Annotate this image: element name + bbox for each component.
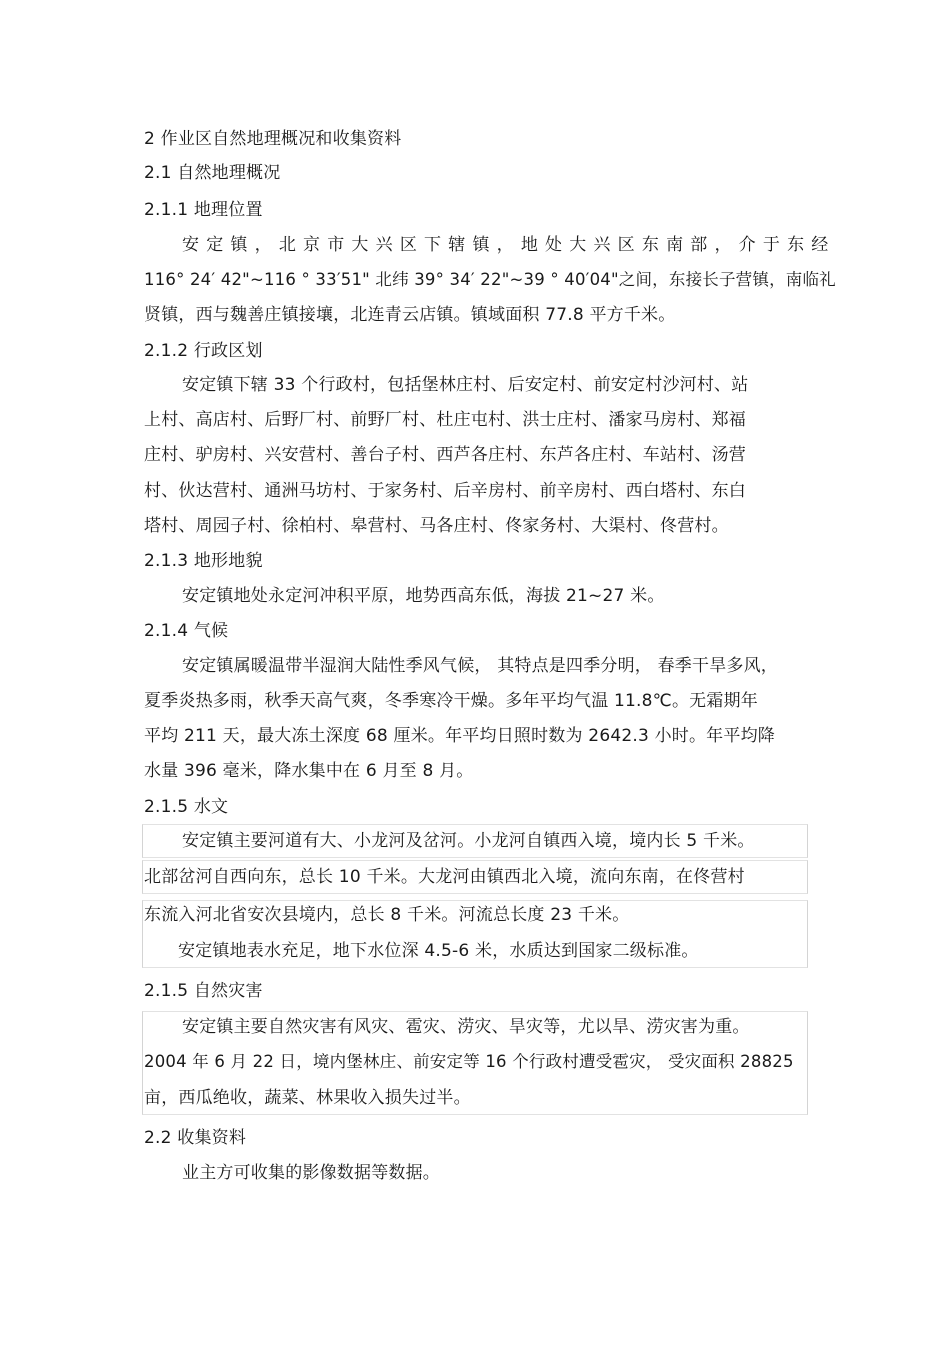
section-2-1-2-heading: 2.1.2 行政区划: [144, 341, 263, 361]
paragraph-line: 安 定 镇 ， 北 京 市 大 兴 区 下 辖 镇 ， 地 处 大 兴 区 东 南 部 ， 介 于 东 经: [182, 235, 830, 255]
section-2-1-1-heading: 2.1.1 地理位置: [144, 200, 263, 220]
section-2-1-heading: 2.1 自然地理概况: [144, 163, 281, 183]
section-2-1-5-hydrology-heading: 2.1.5 水文: [144, 797, 229, 817]
paragraph-line: 平均 211 天，最大冻土深度 68 厘米。年平均日照时数为 2642.3 小时。年平均降: [144, 726, 775, 746]
paragraph-line: 安定镇地表水充足，地下水位深 4.5-6 米，水质达到国家二级标准。: [178, 941, 699, 961]
paragraph-line: 塔村、周园子村、徐柏村、皋营村、马各庄村、佟家务村、大渠村、佟营村。: [144, 516, 729, 536]
paragraph-line: 夏季炎热多雨，秋季天高气爽，冬季寒冷干燥。多年平均气温 11.8℃。无霜期年: [144, 691, 758, 711]
paragraph-line: 村、伙达营村、通洲马坊村、于家务村、后辛房村、前辛房村、西白塔村、东白: [144, 481, 746, 501]
paragraph-line: 安定镇属暖温带半湿润大陆性季风气候， 其特点是四季分明， 春季干旱多风，: [182, 656, 779, 676]
paragraph-line: 水量 396 毫米，降水集中在 6 月至 8 月。: [144, 761, 474, 781]
paragraph-line: 北部岔河自西向东，总长 10 千米。大龙河由镇西北入境，流向东南，在佟营村: [144, 867, 745, 887]
section-2-1-4-heading: 2.1.4 气候: [144, 621, 229, 641]
paragraph-line: 业主方可收集的影像数据等数据。: [182, 1163, 440, 1183]
paragraph-line: 116° 24′ 42"~116 ° 33′51" 北纬 39° 34′ 22"~39 ° 40′04"之间，东接长子营镇，南临礼: [144, 270, 836, 289]
paragraph-line: 上村、高店村、后野厂村、前野厂村、杜庄屯村、洪士庄村、潘家马房村、郑福: [144, 410, 746, 430]
paragraph-line: 安定镇下辖 33 个行政村，包括堡林庄村、后安定村、前安定村沙河村、站: [182, 375, 749, 395]
section-2-2-heading: 2.2 收集资料: [144, 1128, 247, 1148]
paragraph-line: 2004 年 6 月 22 日，境内堡林庄、前安定等 16 个行政村遭受雹灾， 受灾面积 28825: [144, 1052, 794, 1071]
paragraph-line: 安定镇地处永定河冲积平原，地势西高东低，海拔 21~27 米。: [182, 586, 665, 606]
paragraph-line: 庄村、驴房村、兴安营村、善台子村、西芦各庄村、东芦各庄村、车站村、汤营: [144, 445, 746, 465]
paragraph-line: 贤镇，西与魏善庄镇接壤，北连青云店镇。镇域面积 77.8 平方千米。: [144, 305, 676, 325]
paragraph-line: 亩，西瓜绝收，蔬菜、林果收入损失过半。: [144, 1088, 471, 1108]
document-title: 2 作业区自然地理概况和收集资料: [144, 129, 402, 149]
section-2-1-5-disaster-heading: 2.1.5 自然灾害: [144, 981, 263, 1001]
paragraph-line: 东流入河北省安次县境内，总长 8 千米。河流总长度 23 千米。: [144, 905, 630, 925]
paragraph-line: 安定镇主要河道有大、小龙河及岔河。小龙河自镇西入境，境内长 5 千米。: [182, 831, 755, 851]
section-2-1-3-heading: 2.1.3 地形地貌: [144, 551, 263, 571]
paragraph-line: 安定镇主要自然灾害有风灾、雹灾、涝灾、旱灾等，尤以旱、涝灾害为重。: [182, 1017, 750, 1037]
